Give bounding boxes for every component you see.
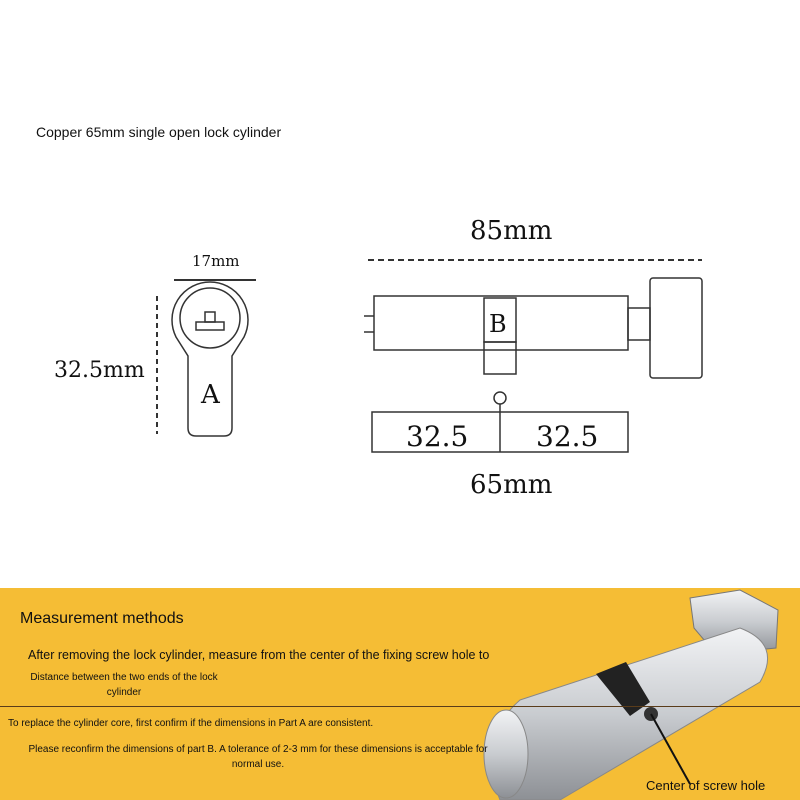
profile-cam-slot bbox=[196, 322, 224, 330]
cam-block bbox=[484, 342, 516, 374]
turn-knob bbox=[650, 278, 702, 378]
turn-knob-stem bbox=[628, 308, 650, 340]
body-length-label: 65mm bbox=[470, 470, 553, 500]
right-half-label: 32.5 bbox=[536, 420, 599, 453]
panel-heading: Measurement methods bbox=[20, 610, 184, 627]
replacement-note: To replace the cylinder core, first confirm if the dimensions in Part A are consistent. bbox=[8, 718, 374, 729]
part-b-label: B bbox=[489, 310, 507, 338]
screw-hole-caption: Center of screw hole bbox=[646, 778, 766, 793]
measurement-step-1: After removing the lock cylinder, measure from the center of the fixing screw hole to bbox=[28, 648, 490, 662]
measurement-panel bbox=[0, 588, 800, 800]
width-label: 17mm bbox=[192, 252, 240, 270]
overall-length-label: 85mm bbox=[470, 216, 553, 246]
panel-divider bbox=[0, 706, 800, 707]
profile-inner-ring bbox=[180, 288, 240, 348]
part-a-label: A bbox=[201, 380, 220, 410]
screw-hole bbox=[494, 392, 506, 404]
profile-view bbox=[157, 280, 256, 436]
measurement-step-2: Distance between the two ends of the lock cylinder bbox=[30, 672, 218, 698]
tolerance-note: Please reconfirm the dimensions of part B. A tolerance of 2-3 mm for these dimensions is acceptable for normal use. bbox=[28, 744, 488, 770]
diagram-title: Copper 65mm single open lock cylinder bbox=[36, 124, 282, 140]
left-half-label: 32.5 bbox=[406, 420, 469, 453]
height-label: 32.5mm bbox=[54, 358, 145, 383]
